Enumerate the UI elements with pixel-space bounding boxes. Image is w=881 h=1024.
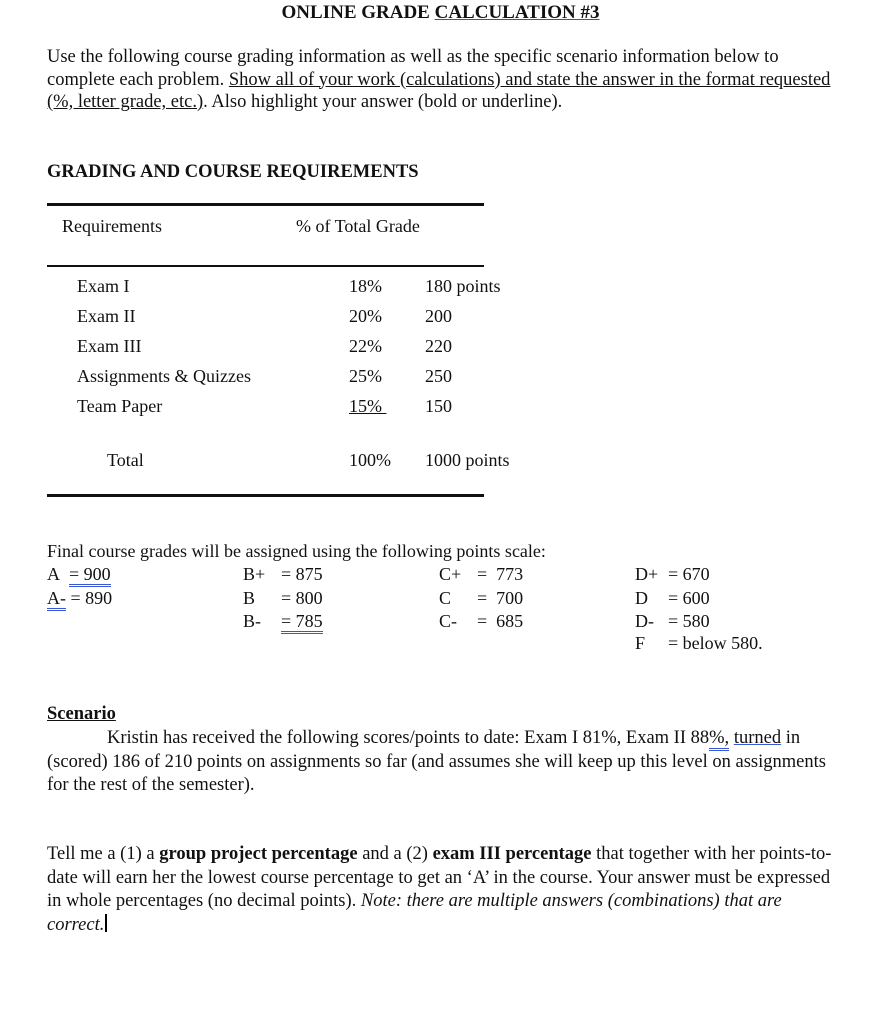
scenario-turned-word: turned — [733, 728, 782, 748]
grade-a-minus — [47, 588, 112, 609]
grade-letter: B- — [243, 611, 261, 631]
intro-underlined-text: Show all of your work (calculations) and state the answer in the format requested (%, letter grade, etc.) — [47, 69, 831, 112]
grade-c-plus — [439, 564, 523, 585]
scenario-paragraph — [47, 727, 837, 798]
grade-d-plus — [635, 564, 710, 585]
row-points: 250 — [425, 366, 452, 386]
grade-d-minus — [635, 611, 710, 632]
intro-paragraph — [47, 46, 847, 114]
scale-intro: Final course grades will be assigned using the following points scale: — [47, 541, 546, 561]
grade-threshold: = 875 — [281, 564, 323, 584]
row-points: 150 — [425, 396, 452, 416]
question-bold-exam-three: exam III percentage — [432, 844, 592, 864]
row-points: 180 points — [425, 276, 501, 296]
question-bold-group-project: group project percentage — [159, 844, 358, 864]
row-name: Exam I — [77, 276, 130, 296]
row-percent: 15% — [349, 396, 382, 416]
grade-f — [635, 633, 763, 654]
row-name: Exam III — [77, 336, 142, 356]
scenario-heading: Scenario — [47, 704, 116, 724]
section-heading: GRADING AND COURSE REQUIREMENTS — [47, 162, 419, 182]
grade-c-minus — [439, 611, 523, 632]
page-title — [0, 2, 881, 24]
grade-threshold: = 580 — [668, 611, 710, 631]
grade-threshold: = 800 — [281, 588, 323, 608]
grade-c — [439, 588, 523, 609]
row-percent: 25% — [349, 366, 382, 386]
table-top-rule — [47, 203, 484, 206]
table-bottom-rule — [47, 494, 484, 497]
column-header-requirements: Requirements — [62, 216, 162, 236]
row-points: 200 — [425, 306, 452, 326]
row-percent-underlined — [349, 396, 457, 417]
scenario-text-rest: in (scored) 186 of 210 points on assignments so far (and assumes she will keep up this level on assignments for the rest of the semester). — [47, 728, 826, 795]
grade-letter: D — [635, 588, 648, 608]
grade-a — [47, 564, 111, 585]
row-percent: 22% — [349, 336, 382, 356]
scenario-percent-comma: %, — [709, 728, 729, 751]
grade-letter: D- — [635, 611, 654, 631]
total-points: 1000 points — [425, 450, 510, 470]
grade-letter: B+ — [243, 564, 266, 584]
grade-threshold: = 900 — [69, 564, 111, 587]
grade-threshold: = 600 — [668, 588, 710, 608]
grade-letter: A- — [47, 588, 66, 611]
grade-threshold: = below 580. — [668, 633, 763, 653]
question-italic-note: Note: there are multiple answers (combinations) that are correct. — [47, 891, 782, 935]
grade-letter: C+ — [439, 564, 462, 584]
grade-threshold: = 773 — [477, 564, 524, 584]
grade-letter: C- — [439, 611, 457, 631]
grade-letter: F — [635, 633, 646, 653]
grade-letter: C — [439, 588, 452, 608]
intro-text-end: . Also highlight your answer (bold or underline). — [203, 92, 563, 112]
text-cursor — [105, 914, 107, 932]
row-percent: 20% — [349, 306, 382, 326]
total-percent: 100% — [349, 450, 391, 470]
grade-threshold: = 785 — [281, 611, 323, 634]
row-percent: 18% — [349, 276, 382, 296]
grade-b — [243, 588, 323, 609]
grade-threshold: = 890 — [70, 588, 113, 608]
question-text: that together with her points-to-date will earn her the lowest course percentage to get an ‘A’ in the course. Your answer must be expressed in whole percentages (no decimal points). — [47, 844, 832, 911]
column-header-percent: % of Total Grade — [296, 216, 420, 236]
grade-letter: D+ — [635, 564, 659, 584]
question-text: Tell me a (1) a — [47, 844, 160, 864]
title-underlined-text: CALCULATION #3 — [434, 2, 600, 23]
grade-d — [635, 588, 710, 609]
row-name: Exam II — [77, 306, 136, 326]
title-text: ONLINE GRADE — [281, 2, 435, 23]
grade-b-plus — [243, 564, 323, 585]
grade-threshold: = 700 — [477, 588, 524, 608]
grade-letter: A — [47, 564, 60, 584]
grade-letter: B — [243, 588, 256, 608]
grade-threshold: = 670 — [668, 564, 710, 584]
row-name: Assignments & Quizzes — [77, 366, 251, 386]
question-text: and a (2) — [357, 844, 433, 864]
intro-text: Use the following course grading information as well as the specific scenario information below to complete each problem. — [47, 47, 779, 90]
grade-b-minus — [243, 611, 323, 632]
scenario-text: Kristin has received the following scores/points to date: Exam I 81%, Exam II 88 — [107, 728, 710, 748]
row-name: Team Paper — [77, 396, 163, 416]
question-paragraph — [47, 843, 837, 937]
grade-threshold: = 685 — [477, 611, 524, 631]
row-points: 220 — [425, 336, 452, 356]
total-label: Total — [107, 450, 144, 470]
table-header-rule — [47, 265, 484, 267]
